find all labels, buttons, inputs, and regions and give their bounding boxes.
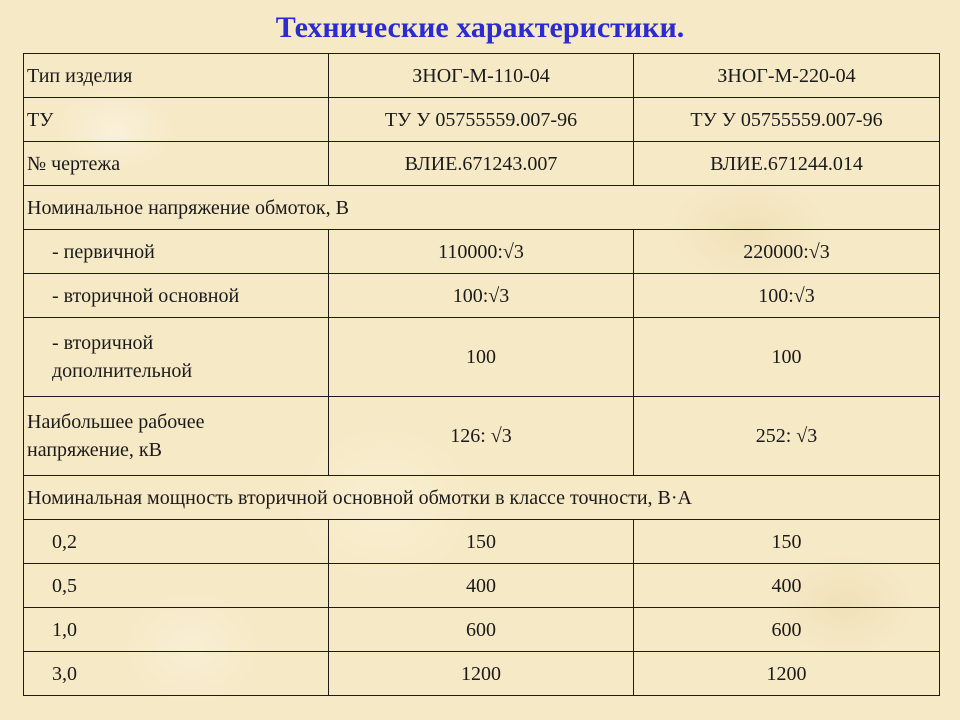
power-col2: 600 [634, 608, 940, 652]
secondary-main-col2: 100:√3 [634, 274, 940, 318]
table-row-power [24, 520, 940, 564]
secondary-extra-label-line2: дополнительной [52, 360, 193, 382]
secondary-extra-label-line1: - вторичной [52, 332, 154, 354]
row-label-secondary-extra [24, 318, 329, 397]
power-class-label: 0,5 [24, 564, 329, 608]
power-col1: 400 [329, 564, 634, 608]
max-voltage-label-line1: Наибольшее рабочее [27, 411, 205, 433]
power-col2: 150 [634, 520, 940, 564]
row-label-drawing: № чертежа [24, 142, 329, 186]
table-row-power [24, 564, 940, 608]
product-type-col2: ЗНОГ-М-220-04 [634, 54, 940, 98]
table-row-power-section [24, 476, 940, 520]
power-class-label: 1,0 [24, 608, 329, 652]
row-label-product-type: Тип изделия [24, 54, 329, 98]
secondary-extra-col1: 100 [329, 318, 634, 397]
row-label-max-voltage [24, 397, 329, 476]
table-row-secondary-main [24, 274, 940, 318]
table-row-tu [24, 98, 940, 142]
secondary-main-col1: 100:√3 [329, 274, 634, 318]
table-row-voltage-section [24, 186, 940, 230]
power-col1: 600 [329, 608, 634, 652]
max-voltage-col2: 252: √3 [634, 397, 940, 476]
row-label-secondary-main: - вторичной основной [24, 274, 329, 318]
table-row-primary [24, 230, 940, 274]
table-row-power [24, 652, 940, 696]
drawing-col2: ВЛИЕ.671244.014 [634, 142, 940, 186]
power-col2: 1200 [634, 652, 940, 696]
voltage-section-heading: Номинальное напряжение обмоток, В [24, 186, 940, 230]
table-row-drawing [24, 142, 940, 186]
power-col1: 150 [329, 520, 634, 564]
slide-title: Технические характеристики. [275, 11, 685, 44]
tu-col2: ТУ У 05755559.007-96 [634, 98, 940, 142]
power-class-label: 3,0 [24, 652, 329, 696]
table-row-power [24, 608, 940, 652]
specifications-table [23, 53, 940, 696]
table-row-product-type [24, 54, 940, 98]
primary-col2: 220000:√3 [634, 230, 940, 274]
max-voltage-col1: 126: √3 [329, 397, 634, 476]
power-section-heading: Номинальная мощность вторичной основной обмотки в классе точности, В·А [24, 476, 940, 520]
product-type-col1: ЗНОГ-М-110-04 [329, 54, 634, 98]
row-label-tu: ТУ [24, 98, 329, 142]
secondary-extra-col2: 100 [634, 318, 940, 397]
power-col2: 400 [634, 564, 940, 608]
table-row-secondary-extra [24, 318, 940, 397]
drawing-col1: ВЛИЕ.671243.007 [329, 142, 634, 186]
power-col1: 1200 [329, 652, 634, 696]
tu-col1: ТУ У 05755559.007-96 [329, 98, 634, 142]
row-label-primary: - первичной [24, 230, 329, 274]
max-voltage-label-line2: напряжение, кВ [27, 439, 162, 461]
power-class-label: 0,2 [24, 520, 329, 564]
table-row-max-voltage [24, 397, 940, 476]
primary-col1: 110000:√3 [329, 230, 634, 274]
